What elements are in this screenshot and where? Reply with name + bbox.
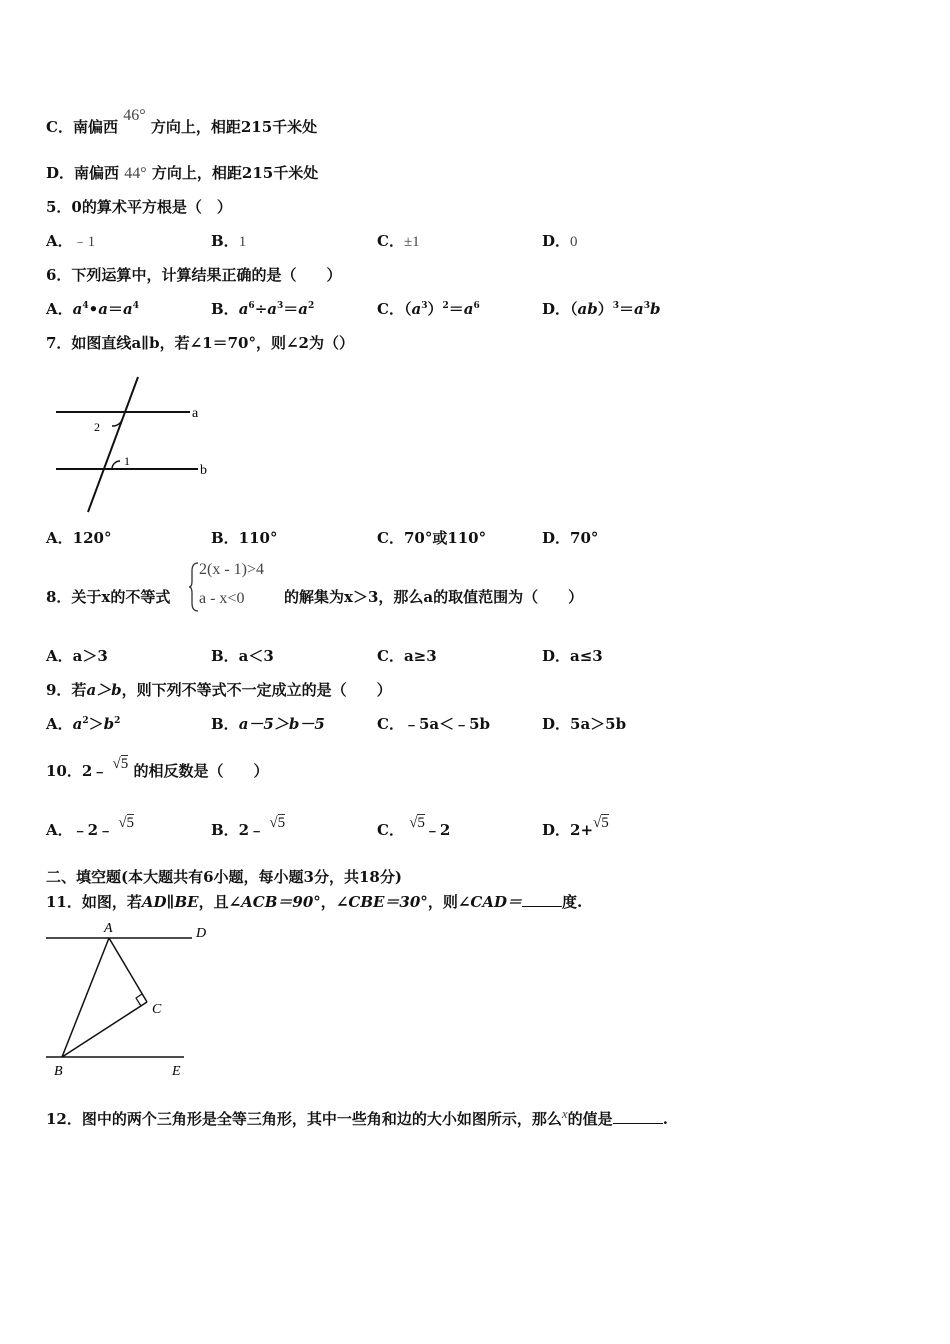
q7-option-a: A．120°	[46, 529, 112, 547]
label-d: D	[196, 926, 207, 941]
label-a: A	[104, 921, 113, 936]
q10-option-b	[211, 815, 286, 840]
option-text: 南偏西	[74, 164, 120, 182]
sqrt-5: √5	[593, 815, 609, 831]
q5-stem: 5．0的算术平方根是（ ）	[46, 198, 232, 216]
option-letter: C．	[377, 821, 404, 839]
q7-option-d: D．70°	[542, 529, 599, 547]
q10-stem	[46, 756, 269, 781]
option-letter: D．	[542, 232, 571, 250]
stem-text: ，且	[198, 893, 229, 911]
answer-blank[interactable]	[522, 892, 562, 907]
radicand: 5	[126, 815, 135, 831]
q5-option-d	[542, 230, 578, 251]
q10-option-a	[46, 815, 135, 840]
q8-stem-pre: 8．关于x的不等式	[46, 588, 171, 606]
option-letter: B．	[211, 300, 239, 318]
section-title: 二、填空题(本大题共有6小题，每小题3分，共18分)	[46, 868, 402, 886]
q10-option-d	[542, 815, 609, 840]
q8-option-c: C．a≥3	[377, 647, 437, 665]
q7-parallel-lines-figure	[50, 372, 220, 518]
stem-condition: ∠CBE＝30°	[335, 893, 428, 911]
sqrt-5: √5	[112, 756, 129, 772]
sqrt-5: √5	[269, 815, 286, 831]
radicand: 5	[277, 815, 286, 831]
q9-option-d	[542, 713, 626, 734]
stem-text: ，则	[427, 893, 458, 911]
q8-option-a: A．a＞3	[46, 647, 108, 665]
label-1: 1	[124, 454, 130, 468]
option-letter: D．	[542, 300, 571, 318]
q6-option-b: B．$a^6\div a^3=a^2$	[211, 300, 315, 318]
option-letter: C．	[377, 715, 404, 733]
option-letter: B．	[211, 232, 239, 250]
radicand: 5	[120, 756, 129, 772]
angle-value: 46°	[123, 107, 146, 124]
q9-option-b	[211, 713, 325, 734]
stem-text: .	[662, 1110, 668, 1128]
label-c: C	[152, 1002, 162, 1017]
radicand: 5	[417, 815, 425, 831]
q7-option-b: B．110°	[211, 529, 278, 547]
variable-x: x	[561, 1106, 568, 1121]
segment-bc	[62, 1002, 147, 1057]
q8-option-b: B．a＜3	[211, 647, 274, 665]
inequality-2: a - x<0	[199, 590, 245, 607]
q8-stem-post: 的解集为x＞3，那么a的取值范围为（ ）	[284, 588, 584, 606]
transversal	[88, 377, 138, 512]
label-2: 2	[94, 420, 100, 434]
right-angle-mark	[136, 994, 142, 1006]
option-text: 方向上，相距215千米处	[150, 118, 318, 136]
stem-condition: a＞b	[86, 681, 122, 699]
q6-option-d: D．$(ab)^3=a^3b$	[542, 300, 661, 318]
option-value: ±1	[403, 234, 420, 250]
q5-option-a	[46, 230, 95, 251]
segment-ac	[109, 938, 147, 1002]
option-letter: A．	[46, 300, 73, 318]
q4-option-c	[46, 107, 318, 137]
q5-option-c	[377, 230, 420, 251]
q10-option-c	[377, 815, 451, 840]
option-letter: B．	[211, 715, 239, 733]
angle-value: 44°	[124, 165, 147, 182]
label-a: a	[192, 406, 199, 421]
sqrt-5: √5	[409, 815, 425, 831]
q7-stem: 7．如图直线a∥b，若∠1＝70°，则∠2为（）	[46, 334, 354, 352]
q9-stem	[46, 679, 392, 700]
stem-condition: ∠ACB＝90°	[228, 893, 321, 911]
option-letter: C．	[377, 232, 404, 250]
q4-option-d	[46, 162, 318, 183]
stem-text: 9．若	[46, 681, 87, 699]
q6-option-c: C．$(a^3)^2=a^6$	[377, 300, 480, 318]
q11-triangle-figure	[44, 918, 224, 1080]
stem-text: 10．2﹣	[46, 762, 108, 780]
stem-text: ，则下列不等式不一定成立的是（ ）	[121, 681, 392, 699]
inequality-1: 2(x - 1)>4	[199, 561, 265, 578]
option-letter: D．	[46, 164, 75, 182]
stem-text: ，	[320, 893, 336, 911]
q6-stem: 6．下列运算中，计算结果正确的是（ ）	[46, 266, 342, 284]
angle-1-arc	[112, 461, 120, 469]
q8-option-d: D．a≤3	[542, 647, 603, 665]
option-value: ﹣1	[72, 234, 96, 250]
stem-text: 11．如图，若	[46, 893, 142, 911]
label-e: E	[172, 1064, 181, 1079]
label-b: b	[200, 463, 207, 478]
q5-option-b	[211, 230, 246, 251]
q9-option-a: A．$a^2>b^2$	[46, 715, 121, 733]
option-text: ﹣2	[424, 821, 451, 839]
option-text: 方向上，相距215千米处	[151, 164, 319, 182]
option-value: 0	[570, 234, 578, 250]
option-value: ﹣5a＜﹣5b	[403, 715, 491, 733]
option-value: a－5＞b－5	[238, 715, 325, 733]
option-letter: C．	[377, 300, 404, 318]
q7-option-c: C．70°或110°	[377, 529, 487, 547]
option-text: D．2+	[542, 821, 594, 839]
option-text: 南偏西	[72, 118, 118, 136]
option-value: 5a＞5b	[570, 715, 627, 733]
option-text: A．﹣2﹣	[46, 821, 114, 839]
option-value: 1	[238, 234, 247, 250]
label-b: B	[54, 1064, 63, 1079]
q12-stem	[46, 1108, 668, 1129]
stem-condition: ∠CAD＝	[457, 893, 522, 911]
stem-text: 的相反数是（ ）	[133, 762, 269, 780]
answer-blank[interactable]	[613, 1109, 663, 1124]
q9-option-c	[377, 713, 490, 734]
option-letter: D．	[542, 715, 571, 733]
option-letter: C．	[46, 118, 73, 136]
q6-option-a: A．$a^4•a=a^4$	[46, 300, 139, 318]
option-letter: A．	[46, 232, 73, 250]
stem-text: 12．图中的两个三角形是全等三角形，其中一些角和边的大小如图所示，那么	[46, 1110, 562, 1128]
q11-stem	[46, 891, 582, 912]
sqrt-5: √5	[118, 815, 135, 831]
option-text: B．2﹣	[211, 821, 265, 839]
segment-ab	[62, 938, 109, 1057]
option-letter: A．	[46, 715, 73, 733]
radicand: 5	[601, 815, 609, 831]
stem-condition: AD∥BE	[141, 893, 199, 911]
stem-text: 度.	[561, 893, 583, 911]
stem-text: 的值是	[567, 1110, 613, 1128]
